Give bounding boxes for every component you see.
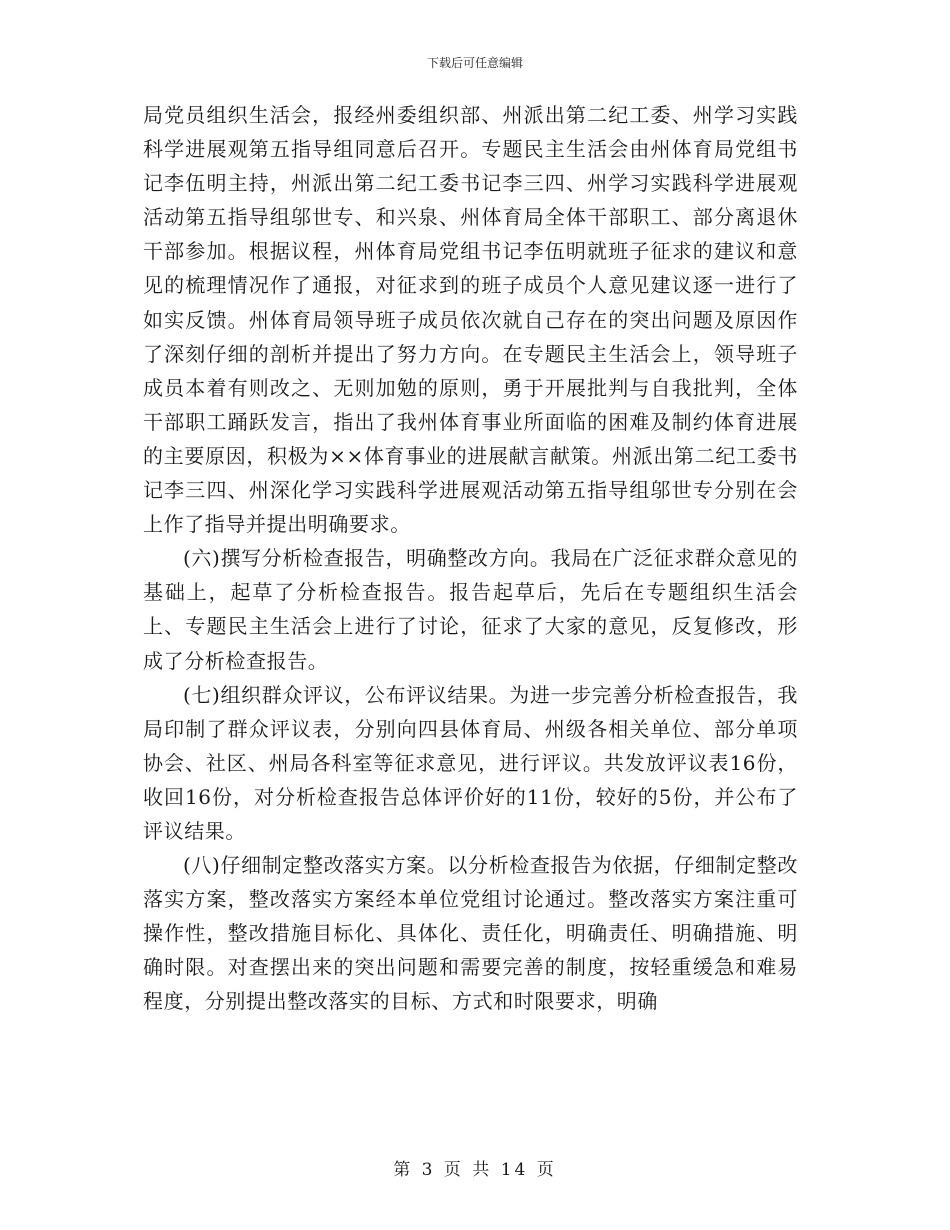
paragraph-section-8: (八)仔细制定整改落实方案。以分析检查报告为依据，仔细制定整改落实方案，整改落实方案经本单位党组讨论通过。整改落实方案注重可操作性，整改措施目标化、具体化、责任化，明确责任、明确措施、明确时限。对查摆出来的突出问题和需要完善的制度，按轻重缓急和难易程度，分别提出整改落实的目标、方式和时限要求，明确 <box>143 853 798 1014</box>
paragraph-section-7: (七)组织群众评议，公布评议结果。为进一步完善分析检查报告，我局印制了群众评议表，分别向四县体育局、州级各相关单位、部分单项协会、社区、州局各科室等征求意见，进行评议。共发放评议表16份，收回16份，对分析检查报告总体评价好的11份，较好的5份，并公布了评议结果。 <box>143 682 798 843</box>
paragraph-continuation: 局党员组织生活会，报经州委组织部、州派出第二纪工委、州学习实践科学进展观第五指导组同意后召开。专题民主生活会由州体育局党组书记李伍明主持，州派出第二纪工委书记李三四、州学习实践科学进展观活动第五指导组邬世专、和兴泉、州体育局全体干部职工、部分离退休干部参加。根据议程，州体育局党组书记李伍明就班子征求的建议和意见的梳理情况作了通报，对征求到的班子成员个人意见建议逐一进行了如实反馈。州体育局领导班子成员依次就自己存在的突出问题及原因作了深刻仔细的剖析并提出了努力方向。在专题民主生活会上，领导班子成员本着有则改之、无则加勉的原则，勇于开展批判与自我批判，全体干部职工踊跃发言，指出了我州体育事业所面临的困难及制约体育进展的主要原因，积极为××体育事业的进展献言献策。州派出第二纪工委书记李三四、州深化学习实践科学进展观活动第五指导组邬世专分别在会上作了指导并提出明确要求。 <box>143 103 798 537</box>
page-footer: 第 3 页 共 14 页 <box>393 1160 557 1180</box>
paragraph-section-6: (六)撰写分析检查报告，明确整改方向。我局在广泛征求群众意见的基础上，起草了分析检查报告。报告起草后，先后在专题组织生活会上、专题民主生活会上进行了讨论，征求了大家的意见，反复修改，形成了分析检查报告。 <box>143 546 798 673</box>
document-body <box>143 98 798 1019</box>
page-header: 下载后可任意编辑 <box>426 56 523 70</box>
